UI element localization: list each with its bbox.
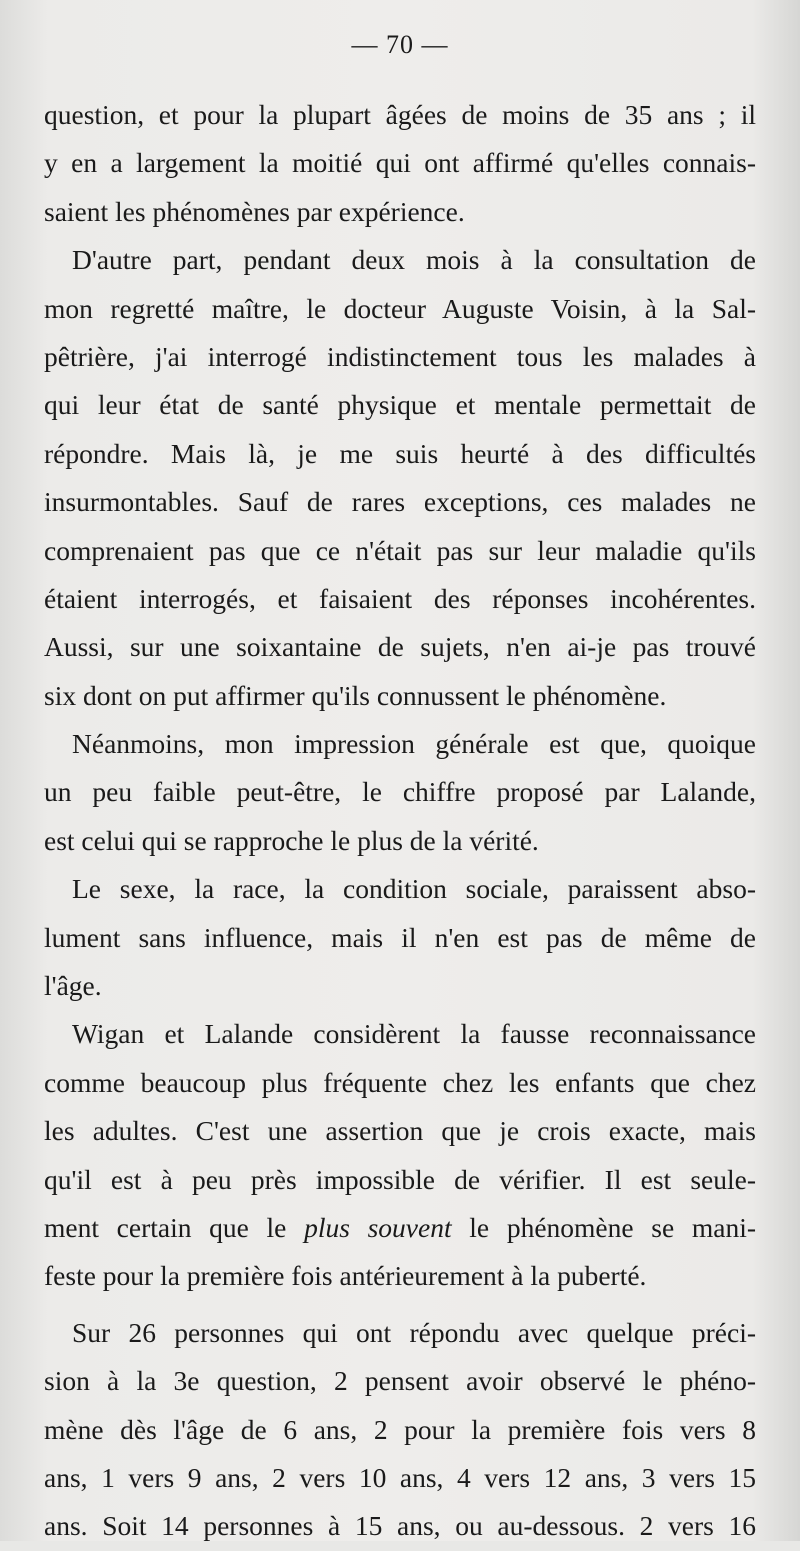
- text-line: répondre. Mais là, je me suis heurté à des difficultés: [44, 437, 756, 469]
- text-line: comprenaient pas que ce n'était pas sur leur maladie qu'ils: [44, 534, 756, 566]
- text-line: les adultes. C'est une assertion que je crois exacte, mais: [44, 1115, 756, 1147]
- text-line: mon regretté maître, le docteur Auguste Voisin, à la Sal-: [44, 292, 756, 324]
- text-line: mène dès l'âge de 6 ans, 2 pour la première fois vers 8: [44, 1413, 756, 1445]
- text-line: ans, 1 vers 9 ans, 2 vers 10 ans, 4 vers 12 ans, 3 vers 15: [44, 1461, 756, 1493]
- text-line: l'âge.: [44, 970, 102, 1002]
- text-line: lument sans influence, mais il n'en est pas de même de: [44, 921, 756, 953]
- text-line: pêtrière, j'ai interrogé indistinctement tous les malades à: [44, 340, 756, 372]
- page-number: — 70 —: [351, 30, 449, 59]
- text-line: qu'il est à peu près impossible de vérifier. Il est seule-: [44, 1163, 756, 1195]
- text-line: D'autre part, pendant deux mois à la consultation de: [72, 244, 756, 276]
- body-text: [44, 91, 756, 1551]
- paragraph: [44, 1309, 756, 1551]
- paragraph: [44, 865, 756, 1010]
- text-line: sion à la 3e question, 2 pensent avoir observé le phéno-: [44, 1365, 756, 1397]
- italic-emphasis: plus souvent: [304, 1211, 452, 1243]
- text-line: comme beaucoup plus fréquente chez les enfants que chez: [44, 1066, 756, 1098]
- text-line: est celui qui se rapproche le plus de la vérité.: [44, 824, 539, 856]
- text-line: question, et pour la plupart âgées de moins de 35 ans ; il: [44, 99, 756, 130]
- text-line: Aussi, sur une soixantaine de sujets, n'en ai-je pas trouvé: [44, 631, 756, 663]
- text-line: y en a largement la moitié qui ont affirmé qu'elles connais-: [44, 147, 756, 179]
- text-segment: le phénomène se mani-: [451, 1211, 756, 1243]
- text-line: étaient interrogés, et faisaient des réponses incohérentes.: [44, 582, 756, 614]
- text-line: insurmontables. Sauf de rares exceptions, ces malades ne: [44, 486, 756, 518]
- text-line: un peu faible peut-être, le chiffre proposé par Lalande,: [44, 776, 756, 808]
- text-line: six dont on put affirmer qu'ils connussent le phénomène.: [44, 679, 667, 711]
- text-line: qui leur état de santé physique et mentale permettait de: [44, 389, 756, 421]
- text-line: ans. Soit 14 personnes à 15 ans, ou au-dessous. 2 vers 16: [44, 1510, 756, 1542]
- text-line: Sur 26 personnes qui ont répondu avec quelque préci-: [72, 1316, 756, 1348]
- text-line: Le sexe, la race, la condition sociale, paraissent abso-: [72, 873, 756, 905]
- text-line: Néanmoins, mon impression générale est que, quoique: [72, 728, 756, 760]
- text-line-with-italic: [44, 1204, 756, 1252]
- text-line: Wigan et Lalande considèrent la fausse reconnaissance: [72, 1018, 756, 1050]
- paragraph: [44, 91, 756, 236]
- text-line: saient les phénomènes par expérience.: [44, 195, 465, 227]
- text-segment: ment certain que le: [44, 1211, 305, 1243]
- text-line: feste pour la première fois antérieurement à la puberté.: [44, 1260, 647, 1292]
- paragraph-gap: [44, 1301, 756, 1309]
- paragraph: [44, 720, 756, 865]
- paragraph: [44, 236, 756, 720]
- paragraph: [44, 1010, 756, 1300]
